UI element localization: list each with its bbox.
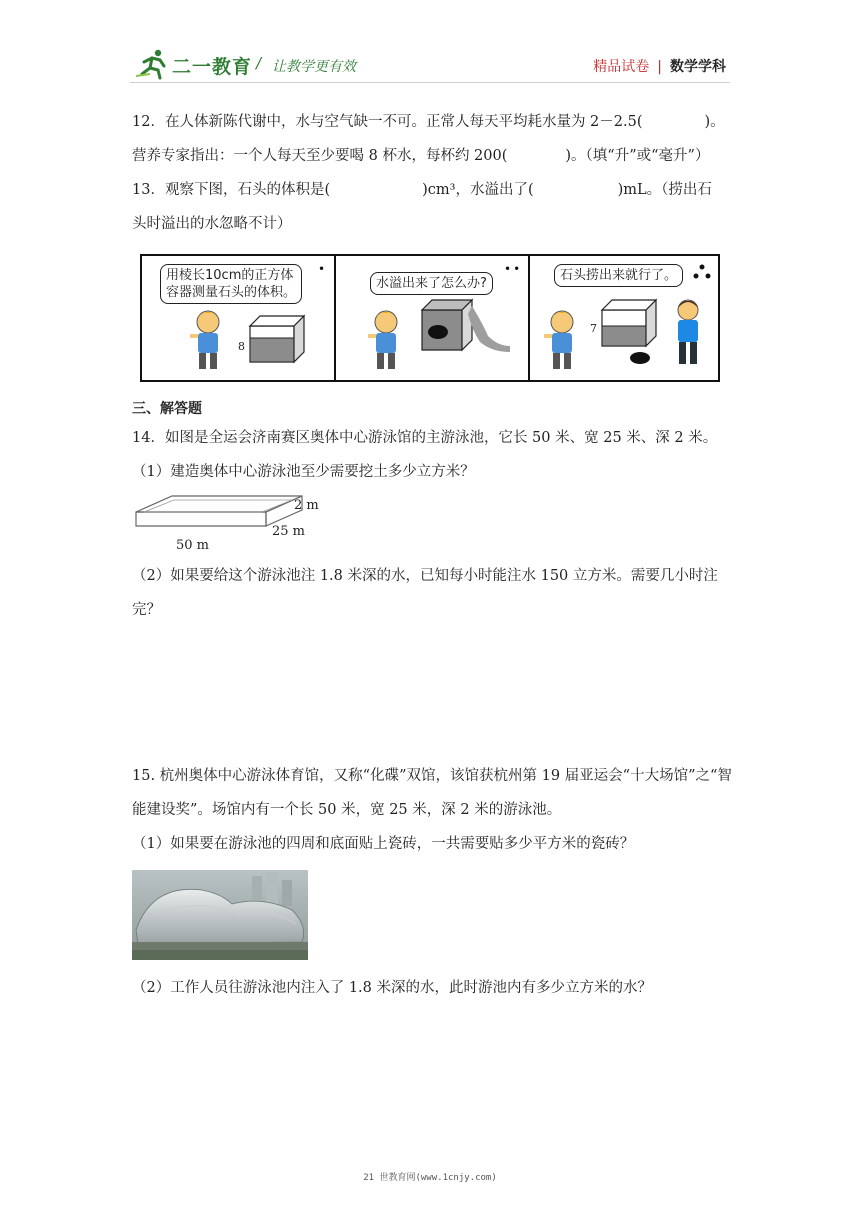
panel2-speech-bubble: 水溢出来了怎么办? <box>370 272 493 295</box>
q12-line2 <box>132 146 709 166</box>
q14-answer-area[interactable] <box>132 626 728 756</box>
tag-subject: 数学学科 <box>670 59 726 75</box>
header-divider <box>130 82 730 83</box>
panel1-depth-label: 8 <box>238 340 245 353</box>
comic-strip <box>140 254 720 382</box>
girl-figure-icon <box>668 296 708 376</box>
tag-separator: | <box>657 59 662 75</box>
comic-divider <box>334 256 336 380</box>
q14-part1: （1）建造奥体中心游泳池至少需要挖土多少立方米？ <box>132 464 475 480</box>
q15-answer-area[interactable] <box>132 1004 728 1154</box>
q15-part1: （1）如果要在游泳池的四周和底面贴上瓷砖，一共需要贴多少平方米的瓷砖？ <box>132 836 635 852</box>
q15-part2: （2）工作人员往游泳池内注入了 1.8 米深的水，此时游池内有多少立方米的水？ <box>132 980 653 996</box>
panel3-dots-icon <box>692 264 712 280</box>
pool-length-label: 50 m <box>176 538 210 553</box>
q15-stem-line1: 15. 杭州奥体中心游泳体育馆，又称“化碟”双馆，该馆获杭州第 19 届亚运会“十大场馆”之“智 <box>132 768 732 784</box>
brand-name: 二一教育 <box>172 56 253 78</box>
q12-line1 <box>132 112 725 132</box>
q12-text-b: )。 <box>704 114 725 130</box>
q14-stem: 14．如图是全运会济南赛区奥体中心游泳馆的主游泳池，它长 50 米、宽 25 米、深 2 米。 <box>132 430 718 446</box>
comic-divider <box>528 256 530 380</box>
q13-line1 <box>132 180 712 200</box>
q13-line2: 头时溢出的水忽略不计） <box>132 216 292 232</box>
brand-slash: / <box>256 54 262 72</box>
brand-slogan: 让教学更有效 <box>272 59 356 75</box>
header-tags <box>593 56 726 76</box>
stadium-photo <box>132 870 308 960</box>
tag-exam: 精品试卷 <box>593 59 650 75</box>
panel1-speech-bubble <box>160 264 302 304</box>
section-title: 三、解答题 <box>132 401 202 417</box>
q13-text-b: )cm³，水溢出了( <box>422 182 534 198</box>
panel1-bubble-line2: 容器测量石头的体积。 <box>166 285 297 300</box>
pool-depth-label: 2 m <box>294 498 319 513</box>
q13-text-c: )mL。（捞出石 <box>617 182 712 198</box>
panel1-dots: • <box>318 262 328 276</box>
page-footer: 21 世教育网(www.1cnjy.com) <box>363 1173 497 1183</box>
q15-stem-line2: 能建设奖”。场馆内有一个长 50 米，宽 25 米，深 2 米的游泳池。 <box>132 802 562 818</box>
cube-and-stone-icon <box>598 296 660 366</box>
cube-container-icon <box>246 312 308 364</box>
boy-figure-icon <box>364 306 408 376</box>
overflowing-cube-icon <box>418 296 514 354</box>
q12-text-a: 12．在人体新陈代谢中，水与空气缺一不可。正常人每天平均耗水量为 2－2.5( <box>132 114 643 130</box>
q12-text-d: )。（填“升”或“毫升”） <box>565 148 710 164</box>
panel2-dots: •• <box>504 262 523 276</box>
boy-figure-icon <box>186 306 230 376</box>
panel3-depth-label: 7 <box>590 322 597 335</box>
pool-width-label: 25 m <box>272 524 306 539</box>
q14-part2-line2: 完？ <box>132 602 161 618</box>
q12-text-c: 营养专家指出：一个人每天至少要喝 8 杯水，每杯约 200( <box>132 148 508 164</box>
q13-text-a: 13．观察下图，石头的体积是( <box>132 182 331 198</box>
panel1-bubble-line1: 用棱长10cm的正方体 <box>166 268 294 283</box>
runner-logo-icon <box>136 48 172 80</box>
panel3-speech-bubble: 石头捞出来就行了。 <box>554 264 683 287</box>
q14-part2-line1: （2）如果要给这个游泳池注 1.8 米深的水，已知每小时能注水 150 立方米。需要几小时注 <box>132 568 718 584</box>
boy-figure-icon <box>540 306 584 376</box>
